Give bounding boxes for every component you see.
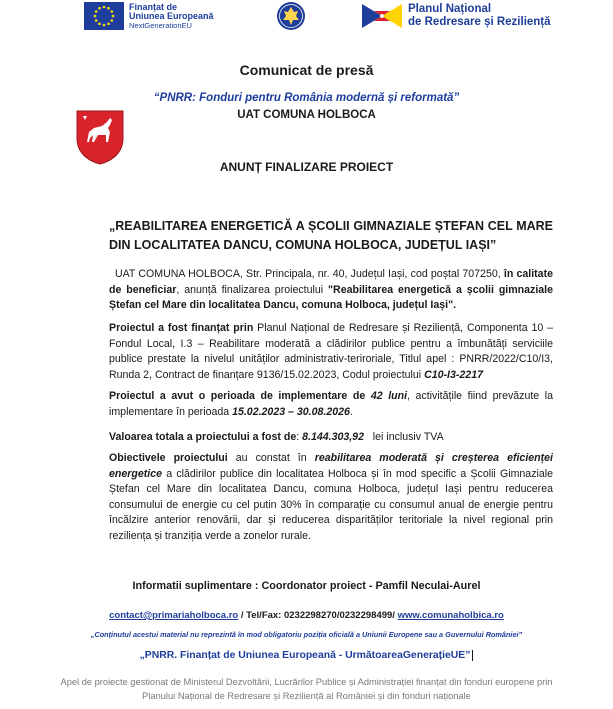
paragraph-implementation [109, 389, 553, 420]
slogan-text: „PNRR. Finanțat de Uniunea Europeană - UrmătoareaGenerațieUE” [140, 650, 474, 661]
p4-text-a: Valoarea totala a proiectului a fost de [109, 431, 297, 443]
header-logos [0, 0, 613, 36]
document-subtitle: “PNRR: Fonduri pentru România modernă și reformată” [153, 92, 460, 104]
authority-name: UAT COMUNA HOLBOCA [237, 109, 376, 121]
additional-info: Informatii suplimentare : Coordonator proiect - Pamfil Neculai-Aurel [132, 580, 481, 592]
p4-text-b: : [296, 431, 303, 443]
p3-text-c: , activitățile fiind prevăzute la implementare în perioada [109, 390, 553, 418]
eu-funding-logo [84, 2, 214, 30]
p1-text-c: , anunță finalizarea proiectului [176, 283, 329, 296]
disclaimer: „Conținutul acestui material nu reprezintă în mod obligatoriu poziția oficială a Uniunii Europene sau a Guvernului României” [90, 630, 523, 639]
project-code: C10-I3-2217 [424, 368, 483, 381]
objective-highlight: reabilitarea moderată și creșterea eficienței energetice [109, 452, 553, 480]
p5-text-d: a clădirilor publice din localitatea Holboca și în mod specific a Școlii Gimnaziale Ștefan cel Mare din localitatea Dancu, comuna Holboca, județul Iași pentru reducerea consumului de energie cu cel putin 30% în comparație cu consumul anual de energie pentru încălzire anterior renovării, dar și reducerea disparităților teritoriale la nivel regional prin reziliența și tranziția verde a zonelor rurale. [109, 467, 553, 542]
holboca-coat-of-arms-icon [74, 108, 126, 166]
pnrr-logo [360, 2, 551, 30]
romanian-government-seal-icon [271, 0, 311, 32]
implementation-duration: 42 luni [370, 390, 408, 402]
contact-line [0, 610, 613, 621]
project-title: „REABILITAREA ENERGETICĂ A ȘCOLII GIMNAZIALE ȘTEFAN CEL MARE DIN LOCALITATEA DANCU, COMUNA HOLBOCA, JUDEȚUL IAȘI” [109, 219, 553, 252]
announcement-heading: ANUNȚ FINALIZARE PROIECT [219, 160, 394, 174]
eu-flag-icon [84, 2, 124, 30]
p5-text-b: au constat în [227, 452, 315, 464]
document-title: Comunicat de presă [239, 62, 374, 78]
pnrr-mark-icon [360, 2, 404, 30]
p2-text-a: Proiectul a fost finanțat prin [109, 322, 254, 334]
p1-text-b: în calitate de beneficiar [109, 268, 553, 296]
p5-text-a: Obiectivele proiectului [109, 452, 228, 464]
eu-logo-line2: Uniunea Europeană [129, 11, 214, 22]
paragraph-financing [109, 321, 553, 383]
paragraph-beneficiary [109, 267, 553, 314]
pnrr-logo-line2: de Redresare și Reziliență [408, 16, 551, 28]
paragraph-total-value [109, 430, 553, 446]
eu-logo-line1: Finanțat de [129, 1, 178, 12]
website-link[interactable]: www.comunaholbica.ro [397, 610, 504, 621]
contact-phone: / Tel/Fax: 0232298270/0232298499/ [238, 610, 398, 621]
contact-email-link[interactable]: contact@primariaholboca.ro [109, 610, 239, 621]
p3-text-e: . [349, 405, 353, 418]
paragraph-objectives [109, 451, 553, 545]
p4-text-d: lei inclusiv TVA [363, 431, 444, 443]
p3-text-a: Proiectul a avut o perioada de implementare de [109, 390, 371, 402]
p2-text-b: Planul Național de Redresare și Reziliență, Componenta 10 – Fondul Local, I.3 – Reabilitare moderată a clădirilor publice pentru a îmbunătăți serviciile publice prestate la nivelul unităților administrativ-teriroriale, Titlul apel : PNRR/2022/C10/I3, Runda 2, Contract de finanțare 9136/15.02.2023, Codul proiectului [109, 322, 553, 381]
slogan [0, 650, 613, 661]
eu-logo-line3: NextGenerationEU [129, 20, 192, 30]
p1-text-a: UAT COMUNA HOLBOCA, Str. Principala, nr. 40, Județul Iași, cod poștal 707250, [115, 268, 504, 280]
implementation-period: 15.02.2023 – 30.08.2026 [232, 405, 350, 418]
p1-text-d: "Reabilitarea energetică a școlii gimnaziale Ștefan cel Mare din localitatea Dancu, comuna Holboca, județul Iași". [109, 283, 553, 312]
total-value: 8.144.303,92 [302, 431, 364, 443]
footer-note: Apel de proiecte gestionat de Ministerul Dezvoltării, Lucrărilor Publice și Administrației finanțat din fonduri europene prin Planului Național de Redresare și Reziliență al României și din fonduri naționale [60, 677, 553, 701]
pnrr-logo-line1: Planul Național [408, 3, 492, 16]
